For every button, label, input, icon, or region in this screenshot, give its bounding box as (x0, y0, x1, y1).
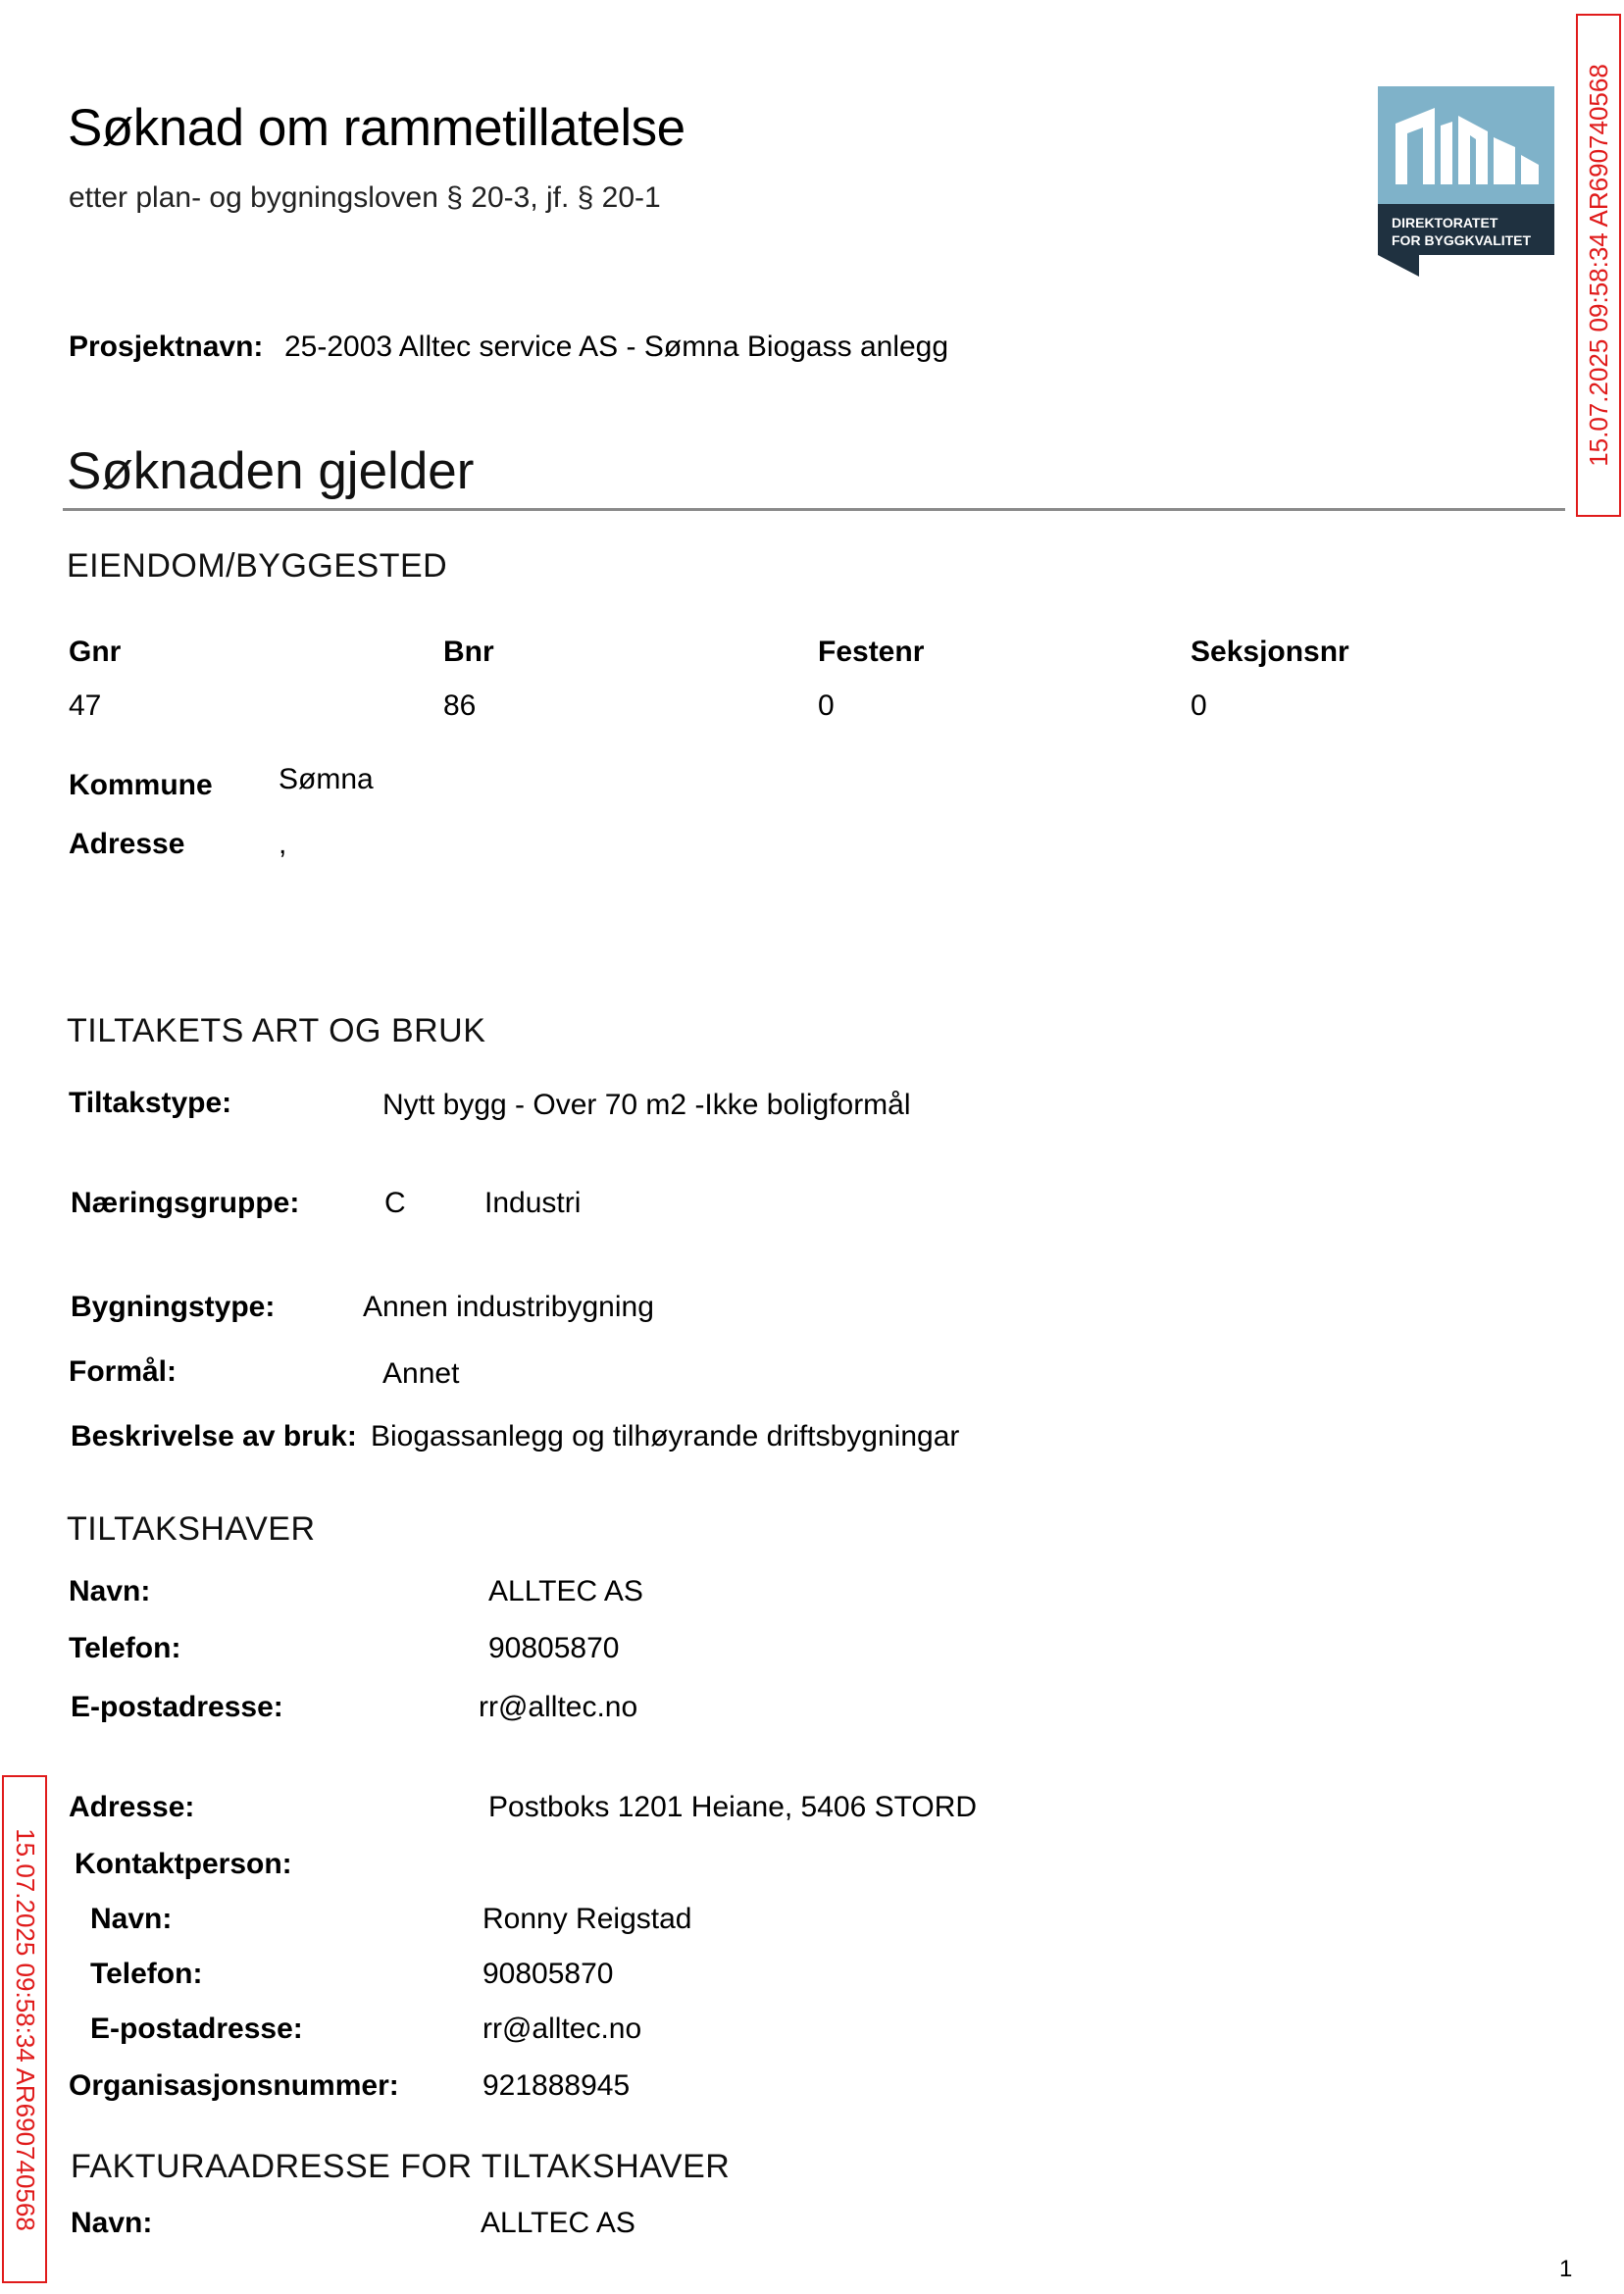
section-divider (63, 508, 1565, 511)
gnr-value: 47 (69, 689, 102, 722)
tiltakstype-label: Tiltakstype: (69, 1087, 232, 1119)
applicant-adresse-label: Adresse: (69, 1791, 195, 1823)
project-label: Prosjektnavn: (69, 331, 264, 363)
kontaktperson-label: Kontaktperson: (75, 1848, 292, 1880)
kontakt-telefon-value: 90805870 (482, 1958, 614, 1990)
applicant-epost-label: E-postadresse: (71, 1691, 283, 1723)
festenr-value: 0 (818, 689, 835, 722)
kontakt-epost-value: rr@alltec.no (482, 2013, 642, 2045)
project-value: 25-2003 Alltec service AS - Sømna Biogass anlegg (284, 331, 949, 363)
applicant-navn-label: Navn: (69, 1575, 151, 1607)
festenr-label: Festenr (818, 636, 925, 668)
orgnr-label: Organisasjonsnummer: (69, 2069, 399, 2102)
applicant-telefon-value: 90805870 (488, 1632, 620, 1664)
document-title: Søknad om rammetillatelse (68, 99, 685, 157)
date-stamp-bottom: 15.07.2025 09:58:34 AR690740568 (2, 1775, 47, 2283)
kommune-label: Kommune (69, 769, 213, 801)
applicant-heading: TILTAKSHAVER (67, 1510, 316, 1548)
property-heading: EIENDOM/BYGGESTED (67, 547, 448, 585)
applicant-adresse-value: Postboks 1201 Heiane, 5406 STORD (488, 1791, 978, 1823)
formal-value: Annet (382, 1357, 460, 1390)
date-stamp-top: 15.07.2025 09:58:34 AR690740568 (1576, 14, 1621, 517)
section-heading: Søknaden gjelder (67, 442, 475, 500)
naeringsgruppe-label: Næringsgruppe: (71, 1187, 300, 1219)
dibk-logo (1378, 86, 1554, 279)
bnr-label: Bnr (443, 636, 494, 668)
bnr-value: 86 (443, 689, 477, 722)
kontakt-navn-value: Ronny Reigstad (482, 1903, 692, 1935)
kontakt-navn-label: Navn: (90, 1903, 173, 1935)
kontakt-telefon-label: Telefon: (90, 1958, 203, 1990)
kontakt-epost-label: E-postadresse: (90, 2013, 303, 2045)
beskrivelse-value: Biogassanlegg og tilhøyrande driftsbygningar (371, 1420, 960, 1453)
bygningstype-label: Bygningstype: (71, 1291, 276, 1323)
adresse-value: , (279, 828, 287, 860)
kommune-value: Sømna (279, 763, 374, 795)
orgnr-value: 921888945 (482, 2069, 631, 2102)
dibk-logo-icon (1378, 86, 1554, 279)
seksjonsnr-value: 0 (1191, 689, 1207, 722)
document-subtitle: etter plan- og bygningsloven § 20-3, jf. § 20-1 (69, 181, 661, 214)
tiltakstype-value: Nytt bygg - Over 70 m2 -Ikke boligformål (382, 1089, 911, 1121)
adresse-label: Adresse (69, 828, 185, 860)
applicant-navn-value: ALLTEC AS (488, 1575, 643, 1607)
logo-text-line2: FOR BYGGKVALITET (1392, 232, 1532, 248)
measure-heading: TILTAKETS ART OG BRUK (67, 1012, 486, 1049)
logo-text-line1: DIREKTORATET (1392, 215, 1498, 230)
page-number: 1 (1559, 2256, 1573, 2282)
gnr-label: Gnr (69, 636, 122, 668)
invoice-heading: FAKTURAADRESSE FOR TILTAKSHAVER (71, 2148, 731, 2185)
naeringsgruppe-value: Industri (484, 1187, 582, 1219)
bygningstype-value: Annen industribygning (363, 1291, 654, 1323)
seksjonsnr-label: Seksjonsnr (1191, 636, 1349, 668)
naeringsgruppe-code: C (384, 1187, 406, 1219)
beskrivelse-label: Beskrivelse av bruk: (71, 1420, 357, 1453)
invoice-navn-label: Navn: (71, 2207, 153, 2239)
invoice-navn-value: ALLTEC AS (481, 2207, 635, 2239)
applicant-telefon-label: Telefon: (69, 1632, 181, 1664)
applicant-epost-value: rr@alltec.no (479, 1691, 638, 1723)
formal-label: Formål: (69, 1355, 178, 1388)
